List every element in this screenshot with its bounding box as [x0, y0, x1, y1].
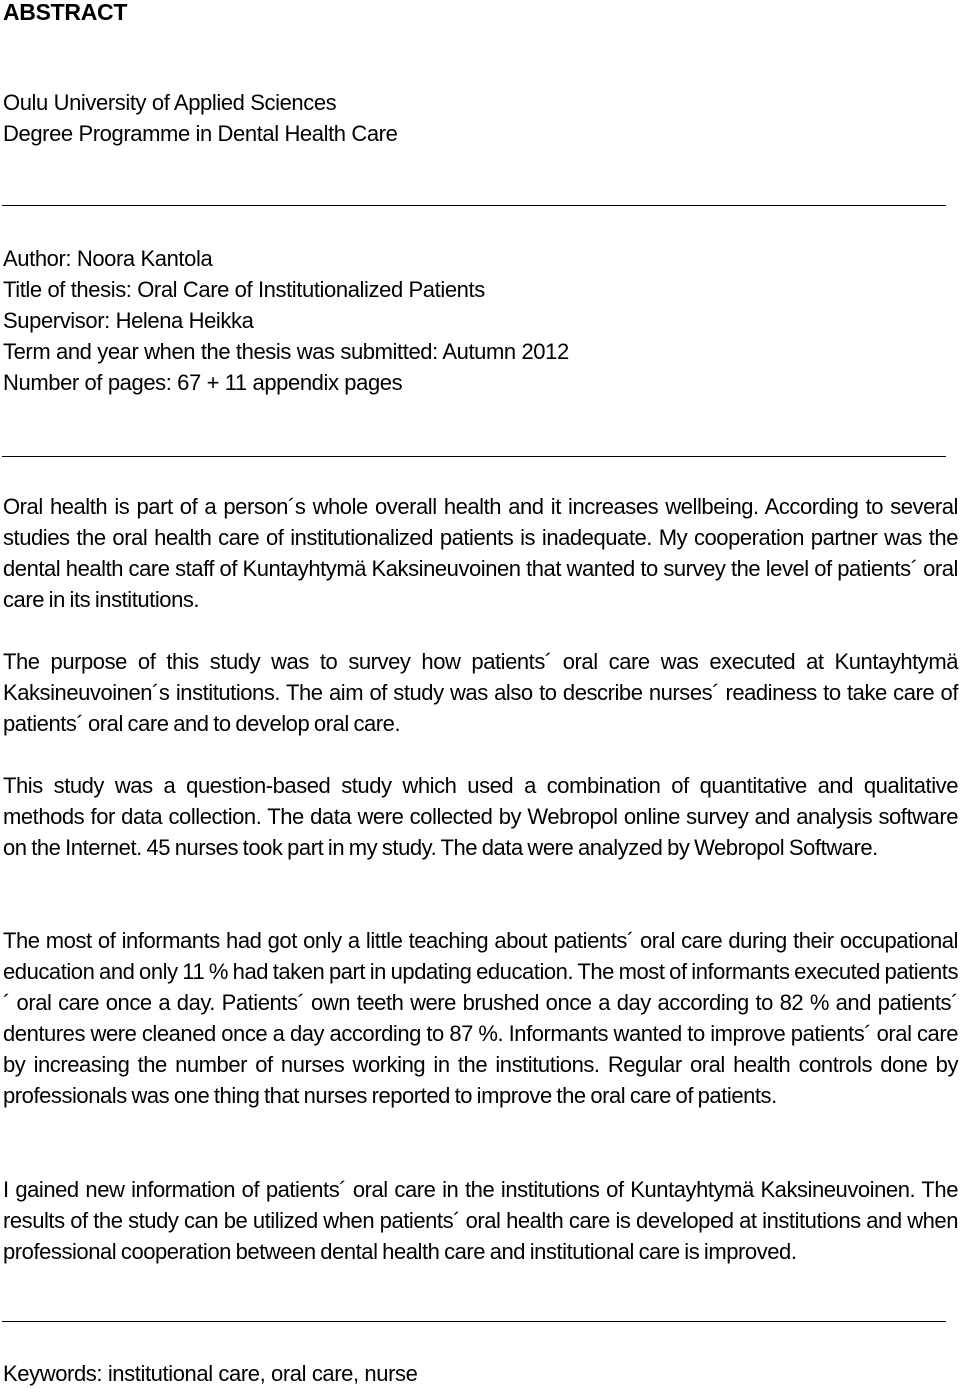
author-line: Author: Noora Kantola	[3, 246, 213, 271]
abstract-paragraph-results: The most of informants had got only a little teaching about patients´ oral care during their occupational education and only 11 % had taken part in updating education. The most of informants executed patients´ oral care once a day. Patients´ own teeth were brushed once a day according to 82 % and patients´ dentures were cleaned once a day according to 87 %. Informants wanted to improve patients´ oral care by increasing the number of nurses working in the institutions. Regular oral health controls done by professionals was one thing that nurses reported to improve the oral care of patients.	[3, 928, 958, 1108]
degree-programme: Degree Programme in Dental Health Care	[3, 121, 398, 146]
term-year-line: Term and year when the thesis was submitted: Autumn 2012	[3, 339, 569, 364]
keywords-line: Keywords: institutional care, oral care, nurse	[3, 1361, 418, 1386]
page-count-line: Number of pages: 67 + 11 appendix pages	[3, 370, 403, 395]
divider-bottom	[2, 1321, 946, 1322]
divider-top	[2, 205, 946, 206]
abstract-paragraph-background: Oral health is part of a person´s whole overall health and it increases wellbeing. According to several studies the oral health care of institutionalized patients is inadequate. My cooperation partner was the dental health care staff of Kuntayhtymä Kaksineuvoinen that wanted to survey the level of patients´ oral care in its institutions.	[3, 494, 958, 612]
supervisor-line: Supervisor: Helena Heikka	[3, 308, 254, 333]
abstract-paragraph-purpose: The purpose of this study was to survey how patients´ oral care was executed at Kuntayhtymä Kaksineuvoinen´s institutions. The aim of study was also to describe nurses´ readiness to take care of patients´ oral care and to develop oral care.	[3, 649, 958, 736]
divider-middle	[2, 456, 946, 457]
school-name: Oulu University of Applied Sciences	[3, 90, 337, 115]
abstract-paragraph-methods: This study was a question-based study which used a combination of quantitative and qualitative methods for data collection. The data were collected by Webropol online survey and analysis software on the Internet. 45 nurses took part in my study. The data were analyzed by Webropol Software.	[3, 773, 958, 860]
abstract-heading: ABSTRACT	[3, 0, 128, 25]
thesis-title-line: Title of thesis: Oral Care of Institutionalized Patients	[3, 277, 485, 302]
abstract-paragraph-conclusion: I gained new information of patients´ oral care in the institutions of Kuntayhtymä Kaksineuvoinen. The results of the study can be utilized when patients´ oral health care is developed at institutions and when professional cooperation between dental health care and institutional care is improved.	[3, 1177, 958, 1264]
